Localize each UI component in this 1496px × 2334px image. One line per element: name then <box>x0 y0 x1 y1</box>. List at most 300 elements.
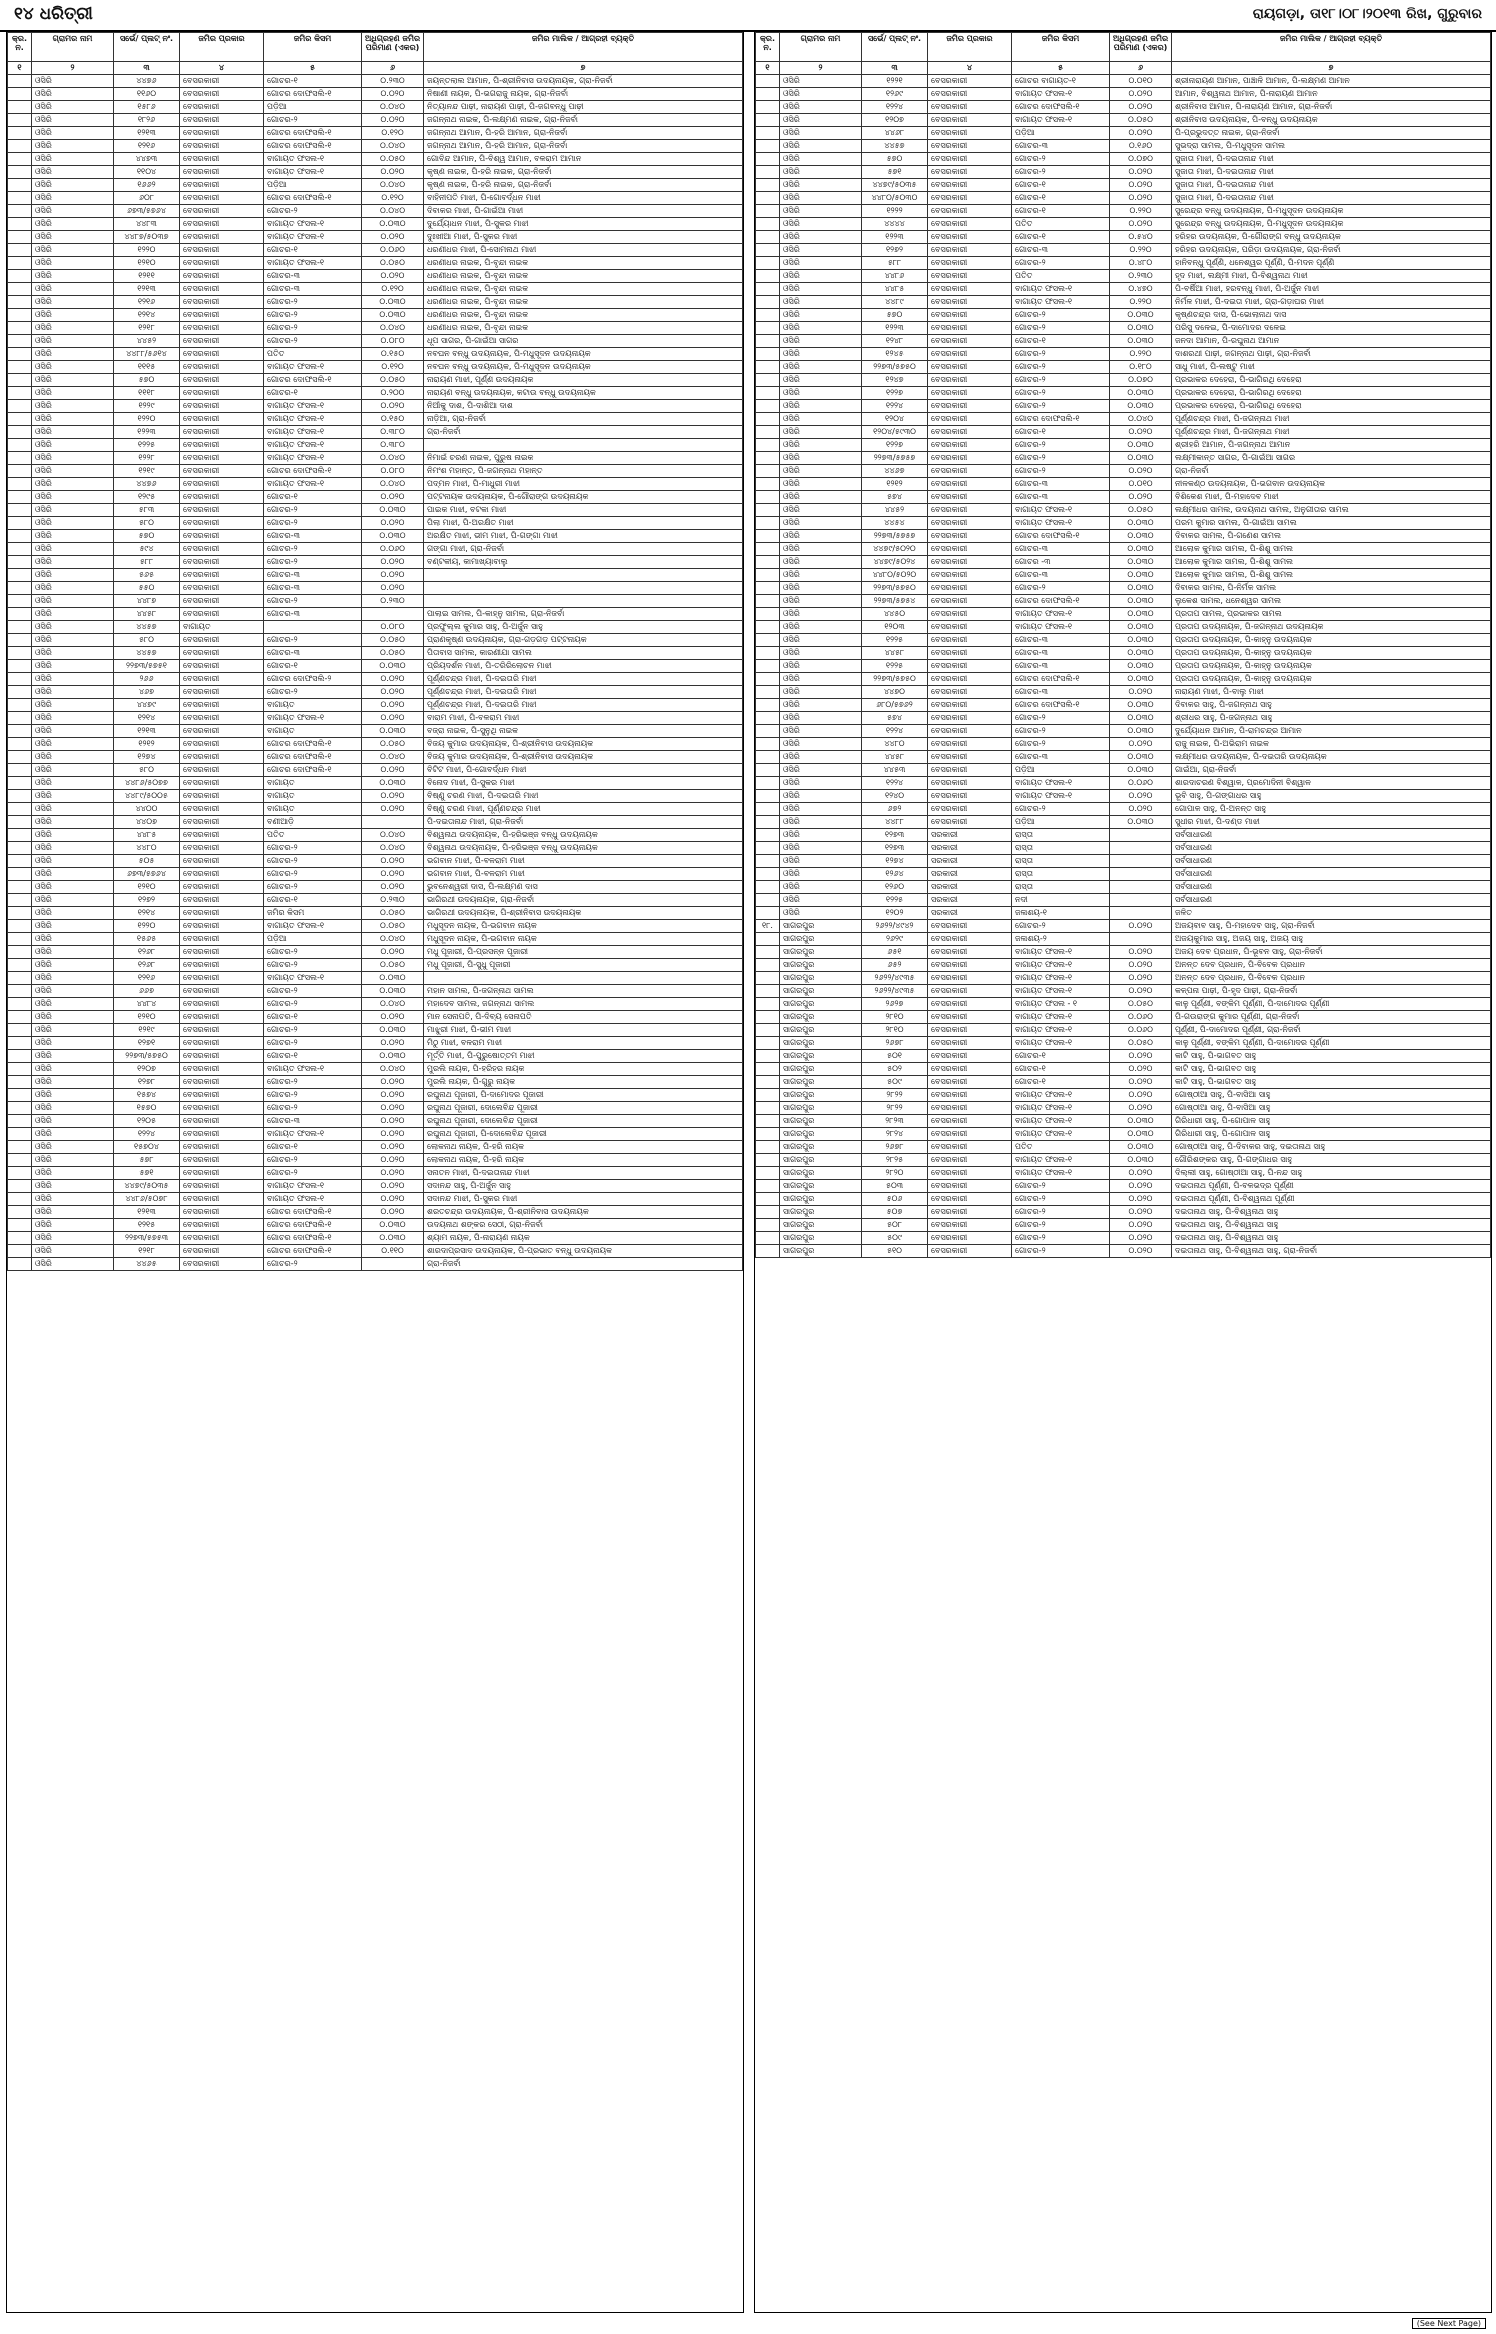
cell-owner: ଶ୍ରୀନାରାୟଣ ଆମାନ, ପାଞ୍ଚାଳି ଆମାନ, ପି-ଲକ୍ଷ୍ମଣ ଆମାନ <box>1172 75 1491 88</box>
cell-land-type: ବେସରକାରୀ <box>928 231 1012 244</box>
cell-village: ଓସିରି <box>32 504 114 517</box>
cell-sl <box>756 543 780 556</box>
cell-area: ୦.୦୨୦ <box>362 1089 424 1102</box>
cell-sl <box>756 998 780 1011</box>
cell-sl <box>8 920 32 933</box>
table-row <box>8 842 743 855</box>
cell-sl <box>8 296 32 309</box>
cell-owner: ସୁଧୀର ମାଝୀ, ପି-ଦଣ୍ଡ ମାଝୀ <box>1172 816 1491 829</box>
cell-survey-no: ୨୬୨୨/୪୯୩୫ <box>862 972 928 985</box>
table-row <box>756 1024 1491 1037</box>
cell-owner: ମଧୁ ପୂଜାରୀ, ପି-ପ୍ରସନ୍ନ ପୂଜାରୀ <box>424 946 743 959</box>
cell-area: ୦.୦୩୦ <box>1110 530 1172 543</box>
cell-kisam: ଗୋଚର-୨ <box>1012 803 1110 816</box>
cell-sl <box>8 543 32 556</box>
cell-sl <box>756 153 780 166</box>
cell-survey-no: ୧୨୨୫ <box>862 634 928 647</box>
cell-sl <box>756 1206 780 1219</box>
cell-sl <box>756 660 780 673</box>
cell-sl <box>8 673 32 686</box>
cell-survey-no: ୧୨୧୩ <box>114 127 180 140</box>
cell-village: ଓସିରି <box>32 1011 114 1024</box>
cell-owner: ପାଇକ ମାଝୀ, ବଟକା ମାଝୀ <box>424 504 743 517</box>
cell-sl <box>8 1050 32 1063</box>
cell-area: ୦.୧୨୦ <box>362 283 424 296</box>
cell-survey-no: ୫୦୨ <box>862 1063 928 1076</box>
cell-land-type: ବେସରକାରୀ <box>928 959 1012 972</box>
cell-land-type: ବେସରକାରୀ <box>180 569 264 582</box>
cell-survey-no: ୧୨୨୪ <box>862 777 928 790</box>
cell-area: ୦.୧୨୦ <box>362 361 424 374</box>
cell-survey-no: ୪୪୮୬ <box>862 270 928 283</box>
cell-survey-no: ୫୦୩ <box>862 1180 928 1193</box>
cell-village: ଓସିରି <box>32 595 114 608</box>
cell-kisam: ଗୋଚର-୨ <box>264 985 362 998</box>
table-row <box>8 296 743 309</box>
cell-area: ୦.୦୩୦ <box>362 504 424 517</box>
cell-kisam: ଗୋଚର-୨ <box>264 855 362 868</box>
cell-kisam: ବାଗାୟତ ଫସଲ-୧ <box>264 231 362 244</box>
cell-land-type: ବେସରକାରୀ <box>928 335 1012 348</box>
cell-owner <box>424 595 743 608</box>
cell-land-type: ସରକାରୀ <box>928 842 1012 855</box>
cell-survey-no: ୧୨୨୮ <box>114 452 180 465</box>
cell-village: ଓସିରି <box>32 426 114 439</box>
table-row <box>8 75 743 88</box>
cell-survey-no: ୨୨୭୩/୫୭୫୭ <box>862 452 928 465</box>
cell-kisam: ବାଗାୟତ ଫସଲ-୧ <box>1012 517 1110 530</box>
table-row <box>8 751 743 764</box>
cell-area: ୦.୦୮୦ <box>362 621 424 634</box>
cell-owner: ଜଗନ୍ନାଥ ଆମାନ, ପି-ହରି ଆମାନ, ଗ୍ରା-ନିଜର୍ବା <box>424 127 743 140</box>
table-row <box>756 1063 1491 1076</box>
column-number-row <box>756 62 1491 75</box>
cell-sl <box>8 1037 32 1050</box>
cell-area: ୦.୦୨୦ <box>362 1115 424 1128</box>
cell-kisam: ଗୋଚର-୨ <box>1012 153 1110 166</box>
cell-survey-no: ୨୬୭୮ <box>862 1141 928 1154</box>
cell-sl <box>8 478 32 491</box>
table-row <box>8 1141 743 1154</box>
table-row <box>756 699 1491 712</box>
cell-area: ୦.୦୩୦ <box>1110 725 1172 738</box>
cell-sl <box>8 1128 32 1141</box>
cell-owner: ନିତ୍ୟାନନ୍ଦ ପାଢ଼ୀ, ନାରାୟଣ ପାଢ଼ୀ, ପି-ଜଗବନ୍ଧୁ ପାଢ଼ୀ <box>424 101 743 114</box>
table-row <box>756 1245 1491 1258</box>
cell-kisam: ଗୋଚର-୨ <box>264 595 362 608</box>
cell-kisam: ବାଗାୟତ ଫସଲ-୧ <box>1012 504 1110 517</box>
cell-land-type: ବେସରକାରୀ <box>928 1141 1012 1154</box>
table-row <box>756 660 1491 673</box>
cell-land-type: ବେସରକାରୀ <box>180 699 264 712</box>
cell-sl <box>756 1245 780 1258</box>
cell-owner: ସଦାନନ୍ଦ ମାଝୀ, ପି-ସୁକର ମାଝୀ <box>424 1193 743 1206</box>
cell-sl <box>756 335 780 348</box>
cell-sl <box>756 218 780 231</box>
cell-survey-no: ୧୨୧୫ <box>114 1219 180 1232</box>
cell-sl <box>756 1219 780 1232</box>
cell-sl <box>756 1050 780 1063</box>
cell-area: ୦.୧୨୦ <box>362 192 424 205</box>
cell-area <box>1110 855 1172 868</box>
cell-owner: ମହାନ ସାମଲ, ପି-ଜଗନ୍ନାଥ ସାମଲ <box>424 985 743 998</box>
cell-sl <box>8 621 32 634</box>
cell-village: ଓସିରି <box>780 179 862 192</box>
cell-kisam: ପଡ଼ିଆ <box>264 179 362 192</box>
cell-owner: ପ୍ରତାପ ଉଦୟନାୟକ, ପି-କାହ୍ନୁ ଉଦୟନାୟକ <box>1172 673 1491 686</box>
cell-survey-no: ୨୮୨୩ <box>862 1115 928 1128</box>
cell-survey-no: ୧୨୨୩ <box>114 426 180 439</box>
cell-village: ସାଗରପୁର <box>780 1141 862 1154</box>
cell-village: ସାଗରପୁର <box>780 946 862 959</box>
cell-owner: ମଧୁ ପୂଜାରୀ, ପି-ସୁଧୁ ପୂଜାରୀ <box>424 959 743 972</box>
cell-owner: ଅନନ୍ତ ଦେବ ପ୍ରଧାନ, ପି-ବିବେକ ପ୍ରଧାନ <box>1172 959 1491 972</box>
cell-land-type: ବେସରକାରୀ <box>180 283 264 296</box>
cell-owner: ପୂର୍ଣ୍ଣଚନ୍ଦ୍ର ମାଝୀ, ପି-ଦଇତାରି ମାଝୀ <box>424 686 743 699</box>
cell-kisam: ଗୋଚର ଦୋଫସଲି-୧ <box>1012 673 1110 686</box>
cell-land-type: ବେସରକାରୀ <box>180 218 264 231</box>
cell-land-type: ବେସରକାରୀ <box>180 1141 264 1154</box>
cell-sl <box>8 257 32 270</box>
cell-village: ଓସିରି <box>32 1206 114 1219</box>
cell-land-type: ବେସରକାରୀ <box>180 88 264 101</box>
cell-owner: ନାଡ଼ିଆ, ଗ୍ରା-ନିଜର୍ବା <box>424 413 743 426</box>
cell-land-type: ବେସରକାରୀ <box>180 1089 264 1102</box>
cell-kisam: ଗୋଚର-୨ <box>264 504 362 517</box>
cell-owner: ଗାଇଁଆ, ଗ୍ରା-ନିଜର୍ବା <box>1172 764 1491 777</box>
cell-kisam: ଗୋଚର-୨ <box>1012 400 1110 413</box>
cell-owner: ମାନ ସେନାପତି, ପି-ଦିବ୍ୟ ସେନାପତି <box>424 1011 743 1024</box>
cell-sl <box>8 959 32 972</box>
cell-survey-no: ୬୭୨ <box>862 803 928 816</box>
cell-village: ଓସିରି <box>32 634 114 647</box>
cell-village: ଓସିରି <box>780 751 862 764</box>
cell-kisam: ଗୋଚର ଦୋଫସଲି-୧ <box>1012 530 1110 543</box>
cell-owner: ଗୌରିଶଙ୍କର ସାହୁ, ପି-ଗଙ୍ଗାଧର ସାହୁ <box>1172 1154 1491 1167</box>
cell-owner: ପ୍ରତାପ ଉଦୟନାୟକ, ପି-କାହ୍ନୁ ଉଦୟନାୟକ <box>1172 660 1491 673</box>
table-row <box>8 1167 743 1180</box>
cell-land-type: ବେସରକାରୀ <box>180 764 264 777</box>
cell-village: ଓସିରି <box>780 777 862 790</box>
cell-survey-no: ୫୭୦ <box>862 309 928 322</box>
cell-sl <box>8 608 32 621</box>
cell-area: ୦.୦୩୦ <box>1110 608 1172 621</box>
cell-village: ଓସିରି <box>780 491 862 504</box>
cell-survey-no: ୧୨୦୫ <box>114 1115 180 1128</box>
cell-sl <box>756 972 780 985</box>
cell-kisam: ଗୋଚର-୨ <box>1012 465 1110 478</box>
cell-land-type: ବାଗାୟତ <box>180 621 264 634</box>
cell-area: ୦.୦୩୦ <box>362 972 424 985</box>
cell-land-type: ବେସରକାରୀ <box>180 1206 264 1219</box>
cell-owner: କୃଷ୍ଣ ନାଇକ, ପି-ହରି ନାଇକ, ଗ୍ରା-ନିଜର୍ବା <box>424 179 743 192</box>
cell-owner: ଦଇତାନାଥ ସାହୁ, ପି-ବିଶ୍ୱନାଥ ସାହୁ <box>1172 1232 1491 1245</box>
cell-sl <box>8 348 32 361</box>
cell-sl <box>756 881 780 894</box>
cell-village: ଓସିରି <box>32 1193 114 1206</box>
cell-area: ୦.୦୨୦ <box>362 855 424 868</box>
cell-village: ସାଗରପୁର <box>780 1011 862 1024</box>
cell-land-type: ବେସରକାରୀ <box>180 855 264 868</box>
cell-area: ୦.୦୨୦ <box>1110 1050 1172 1063</box>
cell-village: ଓସିରି <box>780 348 862 361</box>
cell-village: ଓସିରି <box>32 725 114 738</box>
cell-sl <box>8 894 32 907</box>
cell-survey-no: ୬୭୩/୫୭୬୪ <box>114 205 180 218</box>
cell-sl <box>756 686 780 699</box>
cell-survey-no: ୪୪୭୯/୫୦୩୫ <box>114 1180 180 1193</box>
cell-owner: ନବଘନ ବନ୍ଧୁ ଉଦୟନାୟକ, ପି-ମଧୁସୂଦନ ଉଦୟନାୟକ <box>424 348 743 361</box>
cell-village: ଓସିରି <box>780 75 862 88</box>
cell-owner: ଦୁଃଖୀଆ ମାଝୀ, ପି-ସୁକର ମାଝୀ <box>424 231 743 244</box>
table-row <box>756 335 1491 348</box>
cell-village: ଓସିରି <box>32 1063 114 1076</box>
cell-survey-no: ୨୮୧୦ <box>862 1011 928 1024</box>
cell-village: ଓସିରି <box>780 101 862 114</box>
cell-area: ୦.୨୩୦ <box>362 75 424 88</box>
cell-village: ଓସିରି <box>32 673 114 686</box>
cell-survey-no: ୧୨୯୫ <box>114 491 180 504</box>
cell-kisam: ବଣୀଆଡ଼ି <box>264 816 362 829</box>
cell-sl <box>8 1180 32 1193</box>
cell-land-type: ବେସରକାରୀ <box>928 816 1012 829</box>
cell-village: ଓସିରି <box>32 985 114 998</box>
cell-sl <box>8 166 32 179</box>
cell-land-type: ବେସରକାରୀ <box>180 75 264 88</box>
cell-land-type: ବେସରକାରୀ <box>928 699 1012 712</box>
cell-sl <box>756 400 780 413</box>
cell-village: ସାଗରପୁର <box>780 1193 862 1206</box>
cell-kisam: ବାଗାୟତ ଫସଲ-୧ <box>1012 959 1110 972</box>
cell-survey-no: ୪୪୭୩ <box>114 153 180 166</box>
table-row <box>756 400 1491 413</box>
cell-sl <box>8 244 32 257</box>
cell-land-type: ବେସରକାରୀ <box>928 491 1012 504</box>
cell-sl <box>756 283 780 296</box>
cell-village: ଓସିରି <box>780 712 862 725</box>
cell-area: ୦.୦୨୦ <box>362 699 424 712</box>
cell-area: ୦.୦୬୦ <box>362 543 424 556</box>
cell-owner: କାଳୁ ପୂର୍ଣ୍ଣୀ, ବଙ୍କିମ ପୂର୍ଣ୍ଣୀ, ପି-ଦାମୋଦର ପୂର୍ଣ୍ଣୀ <box>1172 1037 1491 1050</box>
cell-survey-no: ୪୪୮୦/୫୦୩୦ <box>862 192 928 205</box>
cell-survey-no: ୨୮୨୪ <box>862 1128 928 1141</box>
cell-village: ଓସିରି <box>32 959 114 972</box>
table-row <box>756 764 1491 777</box>
cell-sl <box>8 1076 32 1089</box>
cell-land-type: ବେସରକାରୀ <box>180 985 264 998</box>
cell-area: ୦.୦୫୦ <box>362 920 424 933</box>
table-row <box>756 452 1491 465</box>
cell-owner: ଅଜୟ ଦେବ ପ୍ରଧାନ, ପି-ଭୂବନ ସାହୁ, ଗ୍ରା-ନିଜର୍ବା <box>1172 946 1491 959</box>
cell-area: ୦.୨୨୦ <box>1110 296 1172 309</box>
cell-village: ଓସିରି <box>780 218 862 231</box>
cell-survey-no: ୧୨୧୪ <box>114 712 180 725</box>
cell-kisam: ବାଗାୟତ ଫସଲ-୧ <box>1012 1102 1110 1115</box>
cell-owner: ସୁଜାତା ମାଝୀ, ପି-ଦଇତାନାନ୍ଦ ମାଝୀ <box>1172 153 1491 166</box>
cell-village: ସାଗରପୁର <box>780 1102 862 1115</box>
left-table-body <box>8 75 743 1271</box>
cell-owner: ମୂର୍ତ୍ତି ମାଝୀ, ପି-ପୁରୁଷୋତ୍ତମ ମାଝୀ <box>424 1050 743 1063</box>
cell-sl <box>756 426 780 439</box>
cell-owner: ମୁରଲି ନାୟକ, ପି-ହରିହର ନାୟକ <box>424 1063 743 1076</box>
cell-village: ଓସିରି <box>32 387 114 400</box>
table-row <box>8 582 743 595</box>
cell-village: ଓସିରି <box>32 621 114 634</box>
cell-land-type: ବେସରକାରୀ <box>928 582 1012 595</box>
table-row <box>756 166 1491 179</box>
col-number: ୩ <box>114 62 180 75</box>
cell-area: ୦.୦୪୦ <box>1110 413 1172 426</box>
cell-village: ଓସିରି <box>32 855 114 868</box>
cell-owner: ଧରଣୀଧର ମାଝୀ, ପି-ସୋମନାଥ ମାଝୀ <box>424 244 743 257</box>
cell-kisam: ଗୋଚର-୧ <box>1012 205 1110 218</box>
cell-owner: ନାରାୟଣ ମାଝୀ, ପୂର୍ଣ୍ଣ ଉଦୟନାୟକ <box>424 374 743 387</box>
cell-owner: ନିର୍ମଳ ମାଝୀ, ପି-ଦଇତା ମାଝୀ, ଗ୍ରା-ଗଡ଼ାଘର ମାଝୀ <box>1172 296 1491 309</box>
cell-village: ଓସିରି <box>780 335 862 348</box>
table-row <box>8 699 743 712</box>
cell-survey-no: ୪୪୮୦/୫୦୨୦ <box>862 569 928 582</box>
col-number: ୭ <box>424 62 743 75</box>
table-row <box>756 1076 1491 1089</box>
cell-kisam: ଗୋଚର-୩ <box>264 569 362 582</box>
cell-land-type: ବେସରକାରୀ <box>180 1154 264 1167</box>
table-row <box>8 868 743 881</box>
cell-kisam: ଗୋଚର-୩ <box>264 608 362 621</box>
table-row <box>8 1245 743 1258</box>
table-row <box>756 803 1491 816</box>
cell-sl <box>8 790 32 803</box>
cell-land-type: ବେସରକାରୀ <box>180 556 264 569</box>
cell-village: ସାଗରପୁର <box>780 1245 862 1258</box>
cell-land-type: ବେସରକାରୀ <box>180 803 264 816</box>
cell-survey-no: ୧୨୨୦ <box>114 413 180 426</box>
cell-land-type: ବେସରକାରୀ <box>180 1258 264 1271</box>
cell-kisam: ଗୋଚର-୨ <box>264 634 362 647</box>
cell-kisam: ଗୋଚର ଦୋଫସଲି-୨ <box>264 673 362 686</box>
cell-kisam: ଗୋଚର-୨ <box>1012 582 1110 595</box>
cell-sl <box>756 1128 780 1141</box>
cell-sl <box>8 868 32 881</box>
cell-survey-no: ୬୦୮ <box>114 192 180 205</box>
cell-sl <box>8 1089 32 1102</box>
cell-sl <box>756 959 780 972</box>
cell-land-type: ବେସରକାରୀ <box>180 1063 264 1076</box>
cell-land-type: ସରକାରୀ <box>928 868 1012 881</box>
cell-village: ଓସିରି <box>32 686 114 699</box>
cell-land-type: ବେସରକାରୀ <box>928 88 1012 101</box>
cell-sl <box>756 985 780 998</box>
cell-kisam: ଗୋଚର-୨ <box>1012 439 1110 452</box>
cell-kisam: ବାଗାୟତ ଫସଲ-୧ <box>264 972 362 985</box>
cell-land-type: ବେସରକାରୀ <box>928 556 1012 569</box>
cell-land-type: ବେସରକାରୀ <box>180 842 264 855</box>
cell-owner: ପଟ୍ଟନାୟକ ଉଦୟନାୟକ, ପି-ଗୌରାଙ୍ଗ ଉଦୟନାୟକ <box>424 491 743 504</box>
cell-area: ୦.୦୨୦ <box>362 166 424 179</box>
cell-kisam: ଗୋଚର-୧ <box>264 244 362 257</box>
table-row <box>756 504 1491 517</box>
cell-land-type: ବେସରକାରୀ <box>180 686 264 699</box>
cell-kisam: ଗୋଚର-୨ <box>1012 348 1110 361</box>
cell-land-type: ବେସରକାରୀ <box>928 75 1012 88</box>
cell-area <box>362 1258 424 1271</box>
cell-owner: ଶ୍ରୀଧର ସାହୁ, ପି-ଜଗନ୍ନାଥ ସାହୁ <box>1172 712 1491 725</box>
cell-area: ୦.୦୪୦ <box>362 829 424 842</box>
cell-survey-no: ୬୮୦/୫୭୬୨ <box>862 699 928 712</box>
cell-village: ଓସିରି <box>32 374 114 387</box>
cell-owner: ଧରଣୀଧର ନାଇକ, ପି-ବୃନ୍ଦା ନାଇକ <box>424 296 743 309</box>
cell-village: ଓସିରି <box>780 88 862 101</box>
cell-village: ଓସିରି <box>780 608 862 621</box>
cell-survey-no: ୨୨୭୩/୫୭୫୪ <box>862 595 928 608</box>
table-row <box>8 166 743 179</box>
cell-survey-no: ୧୨୨୧ <box>862 75 928 88</box>
cell-survey-no: ୪୪୦୦ <box>114 803 180 816</box>
cell-land-type: ବେସରକାରୀ <box>928 179 1012 192</box>
cell-area: ୦.୦୩୦ <box>362 777 424 790</box>
table-row <box>8 1219 743 1232</box>
cell-kisam: ଗୋଚର-୩ <box>1012 244 1110 257</box>
cell-sl <box>756 569 780 582</box>
cell-area: ୦.୦୩୦ <box>362 218 424 231</box>
col-header-owner: ଜମିର ମାଲିକ / ଆଗ୍ରହୀ ବ୍ୟକ୍ତି <box>424 33 743 62</box>
cell-owner <box>424 439 743 452</box>
cell-area: ୦.୦୩୦ <box>362 985 424 998</box>
cell-land-type: ବେସରକାରୀ <box>180 725 264 738</box>
table-row <box>756 1115 1491 1128</box>
col-number: ୭ <box>1172 62 1491 75</box>
cell-sl <box>8 426 32 439</box>
cell-owner: ପ୍ରତାପ ଉଦୟନାୟକ, ପି-କାହ୍ନୁ ଉଦୟନାୟକ <box>1172 634 1491 647</box>
cell-owner: ପିତାବାସ ସାମଲ, କାରଣୀଯା ସାମଲ <box>424 647 743 660</box>
cell-kisam: ବାଗାୟତ ଫସଲ-୧ <box>264 166 362 179</box>
cell-owner: କଳ୍ପନା ପାଢ଼ୀ, ପି-ହୃଦ ପାଢ଼ୀ, ଗ୍ରା-ନିଜର୍ବା <box>1172 985 1491 998</box>
cell-owner: ଜନଦା ଆମାନ, ପି-ରଘୁନାଥ ଆମାନ <box>1172 335 1491 348</box>
cell-area: ୦.୦୪୦ <box>362 842 424 855</box>
cell-kisam: ଗୋଚର ଦୋଫସଲି-୧ <box>264 127 362 140</box>
cell-village: ସାଗରପୁର <box>780 998 862 1011</box>
cell-owner: ଧରଣୀଧର ନାଇକ, ପି-ବୃନ୍ଦା ନାଇକ <box>424 270 743 283</box>
cell-land-type: ବେସରକାରୀ <box>180 1245 264 1258</box>
cell-owner: ଦଇତାନାଥ ସାହୁ, ପି-ବିଶ୍ୱନାଥ ସାହୁ <box>1172 1219 1491 1232</box>
cell-kisam: ବାଗାୟତ ଫସଲ-୧ <box>264 413 362 426</box>
cell-survey-no: ୧୨୦୩ <box>862 621 928 634</box>
cell-land-type: ବେସରକାରୀ <box>928 1219 1012 1232</box>
header-row <box>8 33 743 62</box>
cell-area: ୦.୦୨୦ <box>1110 1063 1172 1076</box>
table-row <box>8 608 743 621</box>
cell-sl <box>756 1037 780 1050</box>
cell-survey-no: ୨୬୨୨/୪୯୪୨ <box>862 920 928 933</box>
cell-sl <box>8 465 32 478</box>
cell-kisam: ଗୋଚର-୨ <box>1012 322 1110 335</box>
cell-area <box>1110 829 1172 842</box>
table-row <box>8 153 743 166</box>
cell-area: ୦.୦୨୦ <box>362 491 424 504</box>
cell-land-type: ବେସରକାରୀ <box>180 959 264 972</box>
cell-survey-no: ୧୫୭୪ <box>114 1089 180 1102</box>
cell-village: ଓସିରି <box>780 426 862 439</box>
cell-area: ୦.୦୨୦ <box>362 556 424 569</box>
cell-land-type: ବେସରକାରୀ <box>180 1180 264 1193</box>
cell-kisam: ପତିତ <box>1012 270 1110 283</box>
cell-area: ୦.୦୩୦ <box>362 1050 424 1063</box>
cell-kisam: ବାଗାୟତ ଫସଲ-୧ <box>1012 1089 1110 1102</box>
cell-village: ଓସିରି <box>780 647 862 660</box>
cell-sl <box>756 257 780 270</box>
table-row <box>8 205 743 218</box>
cell-area: ୦.୦୨୦ <box>362 114 424 127</box>
table-row <box>756 777 1491 790</box>
